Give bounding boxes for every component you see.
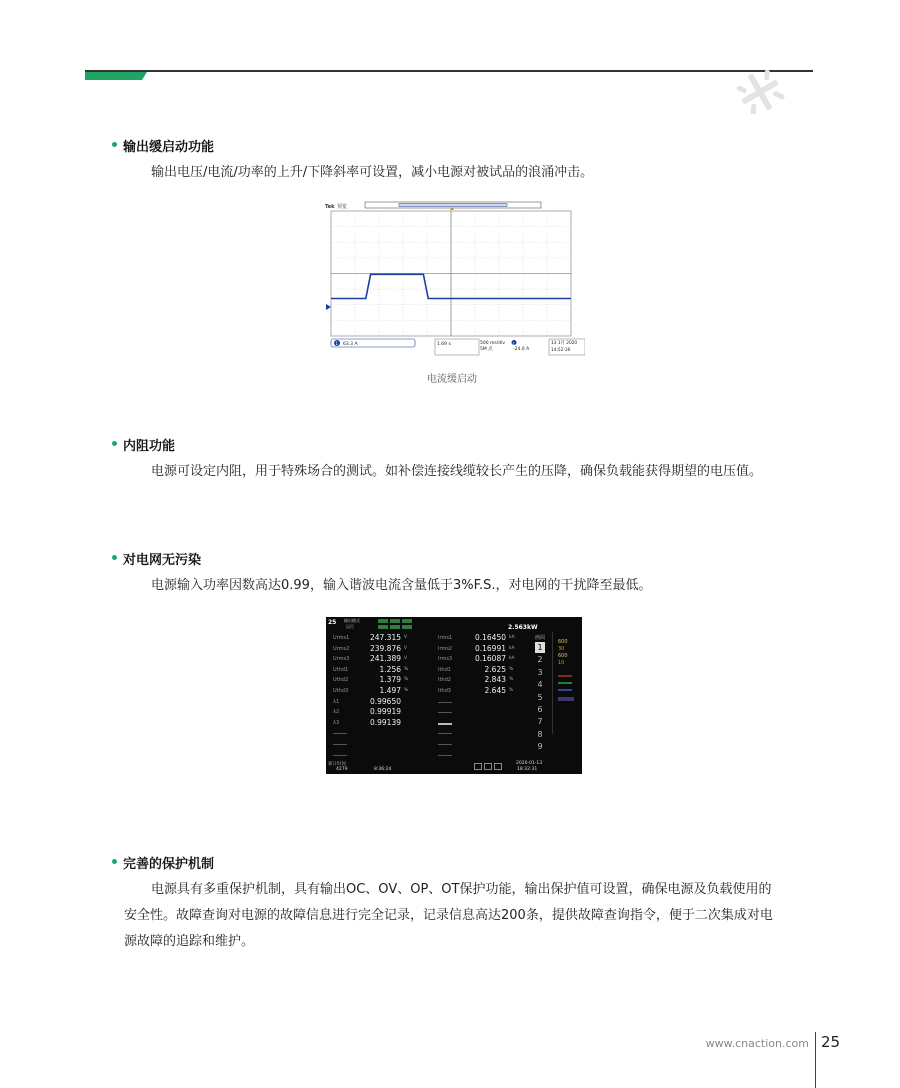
header-accent-bar — [85, 72, 147, 80]
scope-timebase: 500 ms/div — [480, 341, 506, 346]
meter-page-number: 6 — [537, 705, 543, 714]
scope-mode: 预览 — [337, 204, 348, 210]
footer-divider — [815, 1032, 816, 1088]
meter-empty-row — [333, 744, 347, 745]
meter-page-number: 5 — [537, 692, 543, 702]
svg-text:1: 1 — [335, 341, 339, 346]
section-paragraph: 源故障的追踪和维护。 — [124, 934, 255, 949]
page-number: 25 — [821, 1033, 841, 1051]
meter-empty-row — [438, 712, 452, 713]
scope-sample: 5M 点 — [480, 347, 493, 352]
section-paragraph: 输出电压/电流/功率的上升/下降斜率可设置，减小电源对被试品的浪涌冲击。 — [151, 165, 594, 180]
oscilloscope-screenshot — [323, 200, 585, 356]
bullet-icon — [112, 441, 117, 446]
meter-empty-row — [333, 733, 347, 734]
scope-ch-scale: 63.3 A — [343, 342, 358, 347]
section-paragraph: 电源输入功率因数高达0.99，输入谐波电流含量低于3%F.S.，对电网的干扰降至最低。 — [151, 578, 652, 593]
power-meter-screenshot: 25 输出模式 运行 2.563kW Urms1 247.315 V Urms2 239.876 V Urms3 241.389 V Uthd1 1.256 % Uthd2 1.379 % Uthd3 1.497 % λ1 0.99650 λ2 0.99919 λ3 0.99139 Irms1 0.16450 kA Irms2 0.16991 kA Irms3 0.16087 kA Ithd1 2.625 % Ithd2 2.843 % Ithd3 2.645 % 画面 1 2 3 4 5 6 7 8 9 600 30 600 10 累计时间 4279 8:36:24 2020-01-13 18:32:31 — [326, 617, 582, 774]
meter-empty-row — [438, 744, 452, 745]
section-title: 完善的保护机制 — [123, 857, 215, 872]
scope-trigger-level: -24.0 A — [513, 347, 530, 352]
scope-brand: Tek — [325, 204, 335, 210]
meter-power: 2.563kW — [508, 624, 538, 631]
section-paragraph: 电源可设定内阻，用于特殊场合的测试。如补偿连接线缆较长产生的压降，确保负载能获得期望的电压值。 — [151, 464, 763, 479]
svg-text:1: 1 — [512, 341, 515, 346]
bullet-icon — [112, 555, 117, 560]
meter-page-number: 1 — [535, 642, 545, 653]
meter-empty-row — [438, 733, 452, 734]
meter-page-number: 7 — [537, 717, 543, 727]
bullet-icon — [112, 142, 117, 147]
meter-empty-row — [438, 755, 452, 756]
scope-date: 13 1月 2020 — [551, 341, 578, 346]
header-rule — [85, 70, 813, 72]
meter-page-number: 9 — [537, 742, 543, 752]
figure-caption: 电流缓启动 — [427, 374, 477, 385]
footer-url[interactable]: www.cnaction.com — [705, 1037, 809, 1050]
section-paragraph: 安全性。故障查询对电源的故障信息进行完全记录，记录信息高达200条，提供故障查询指令，便于二次集成对电 — [124, 908, 773, 923]
watermark-logo-icon — [735, 70, 785, 114]
section-title: 对电网无污染 — [123, 553, 202, 568]
section-title: 内阻功能 — [123, 439, 176, 454]
meter-empty-row — [438, 723, 452, 725]
scope-time: 14:52:36 — [551, 348, 571, 353]
meter-bottom-bar: 累计时间 4279 8:36:24 2020-01-13 18:32:31 — [328, 761, 543, 772]
section-title: 输出缓启动功能 — [123, 140, 215, 155]
meter-empty-row — [438, 702, 452, 703]
meter-page-number: 4 — [537, 680, 543, 690]
meter-page-number: 3 — [537, 667, 543, 677]
scope-time-offset: 1.69 s — [437, 342, 451, 347]
bullet-icon — [112, 859, 117, 864]
section-paragraph: 电源具有多重保护机制，具有输出OC、OV、OP、OT保护功能，输出保护值可设置，确保电源及负载使用的 — [151, 882, 772, 897]
meter-page-number: 8 — [537, 729, 543, 739]
meter-empty-row — [333, 755, 347, 756]
meter-top-bar: 25 输出模式 运行 2.563kW — [328, 618, 538, 631]
meter-page-number: 2 — [537, 655, 543, 665]
